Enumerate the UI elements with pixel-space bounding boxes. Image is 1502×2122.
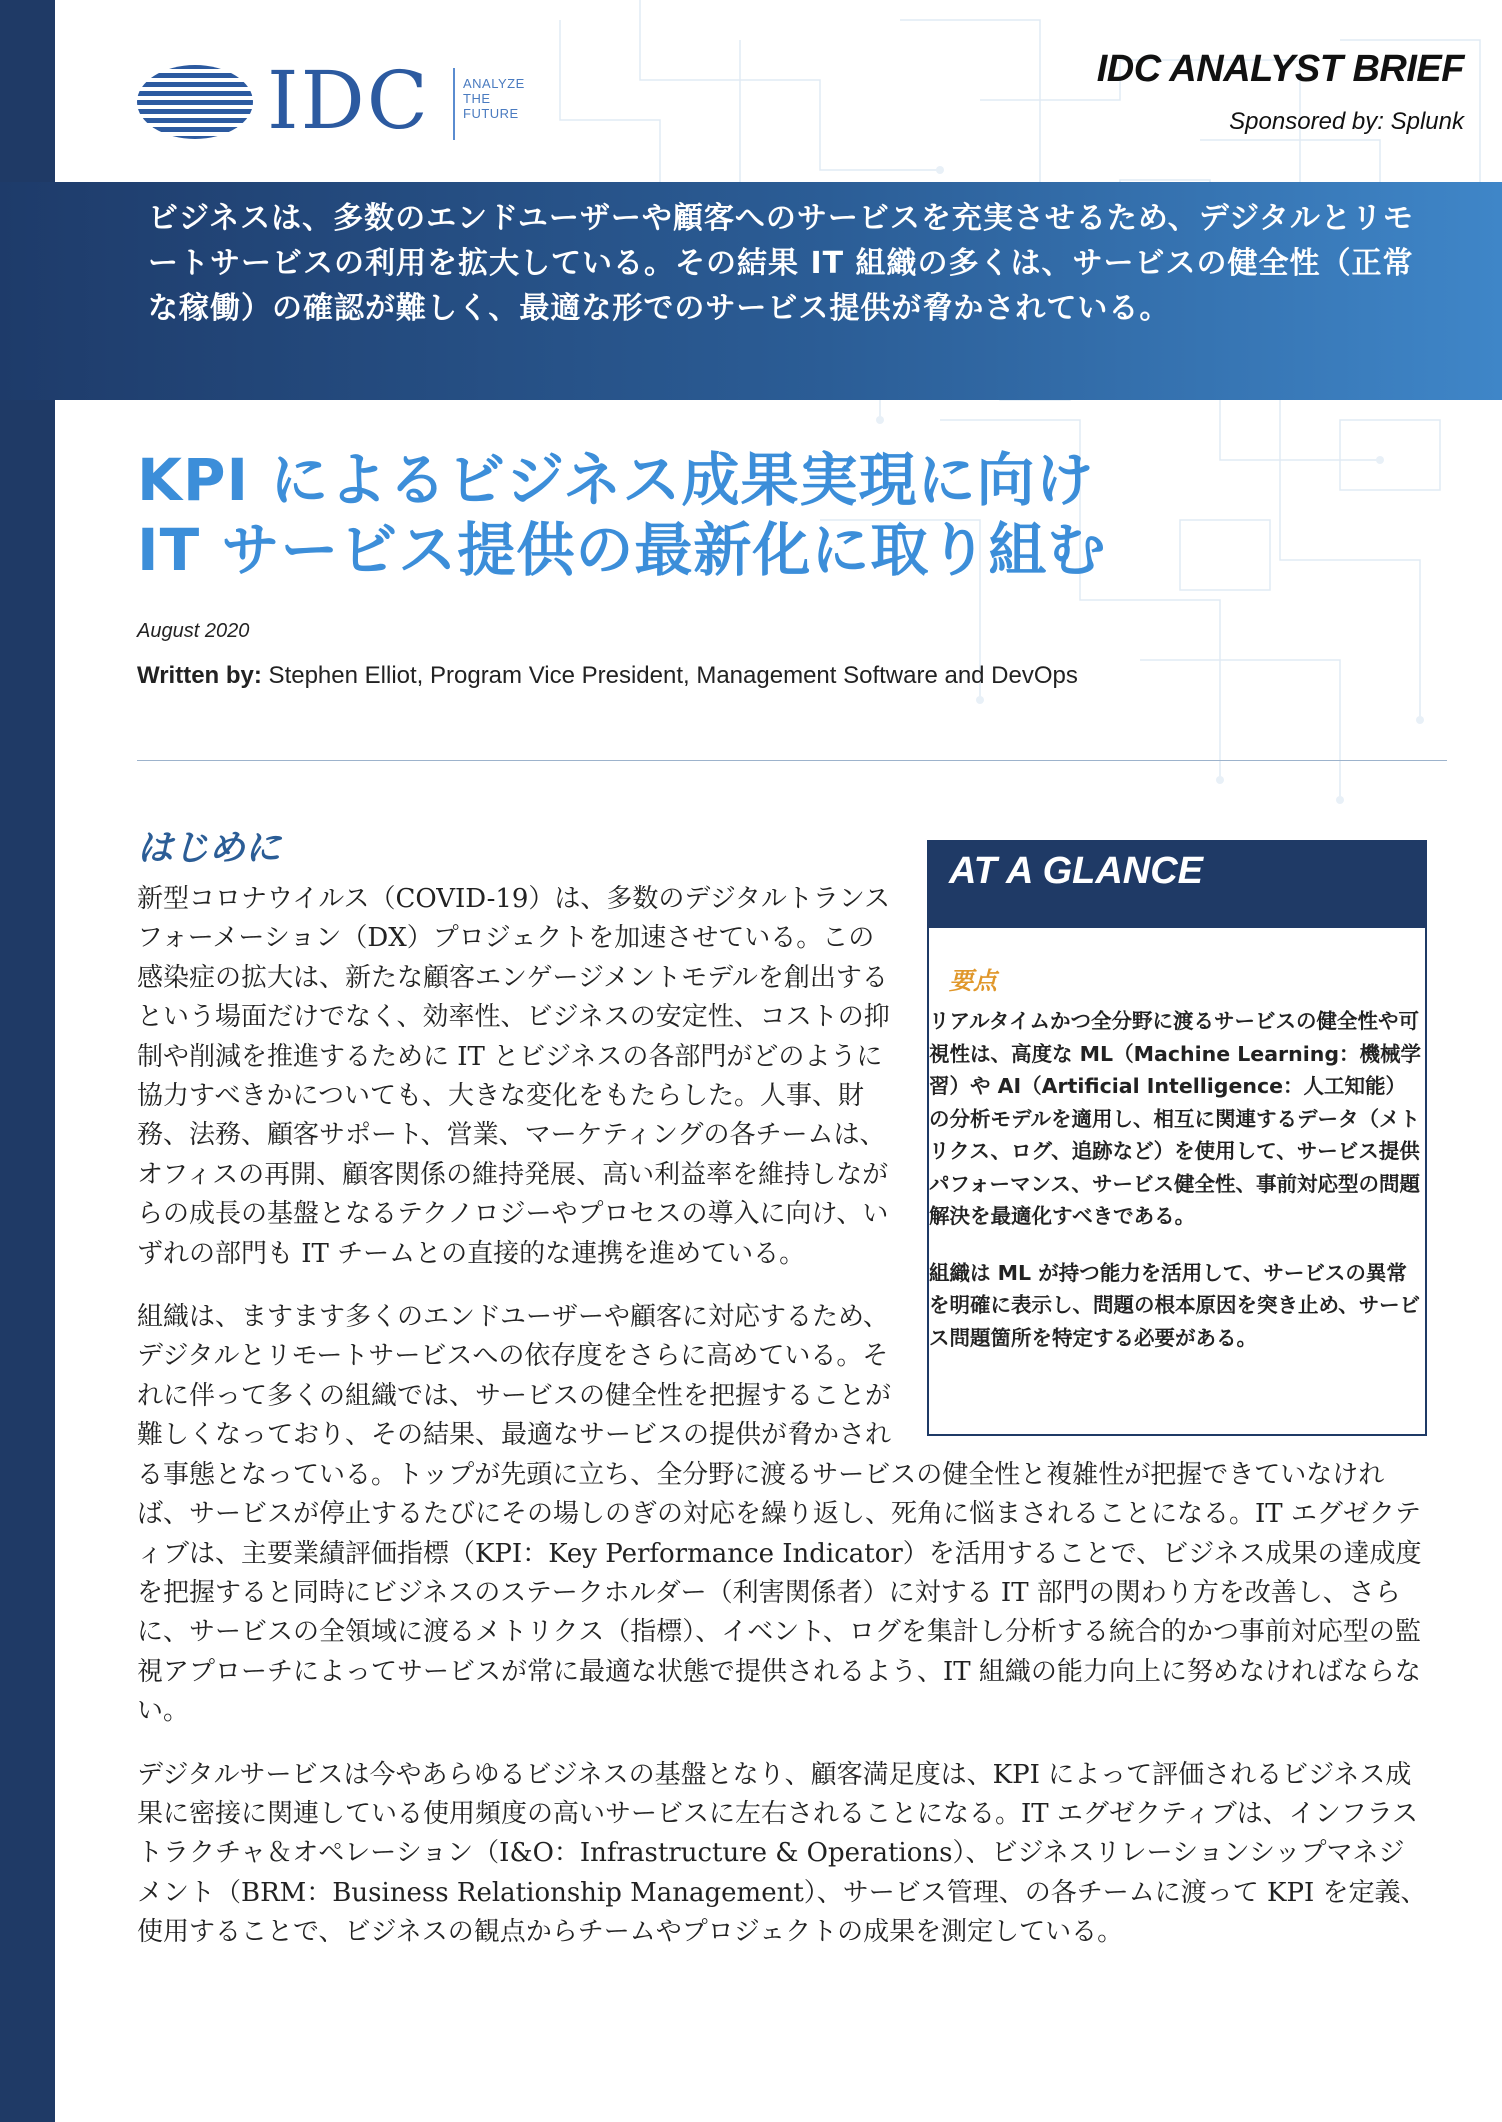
logo-wordmark: IDC (267, 54, 430, 147)
idc-globe-stripes-icon (135, 64, 255, 140)
glance-paragraph-1: リアルタイムかつ全分野に渡るサービスの健全性や可視性は、高度な ML（Machine Learning：機械学習）や AI（Artificial Intelligence：人工知能）の分析モデルを適用し、相互に関連するデータ（メトリクス、ログ、追跡など）を使用して、サービス提供パフォーマンス、サービス健全性、事前対応型の問題解決を最適化すべきである。 (929, 1009, 1422, 1229)
page-title (137, 445, 1387, 585)
glance-title: AT A GLANCE (929, 842, 1425, 928)
intro-heading: はじめに (137, 828, 282, 869)
title-line-2: IT サービス提供の最新化に取り組む (137, 516, 1107, 584)
intro-body (137, 850, 1427, 1977)
header-rule (137, 760, 1447, 761)
title-line-1: KPI によるビジネス成果実現に向け (137, 446, 1095, 514)
logo-divider (453, 68, 455, 140)
idc-logo (135, 54, 575, 148)
intro-paragraph-2: 組織は、ますます多くのエンドユーザーや顧客に対応するため、デジタルとリモートサービスへの依存度をさらに高めている。それに伴って多くの組織では、サービスの健全性を把握することが難しくなっており、その結果、最適なサービスの提供が脅かされる事態となっている。トップが先頭に立ち、全分野に渡るサービスの健全性と複雑性が把握できていなければ、サービスが停止するたびにその場しのぎの対応を繰り返し、死角に悩まされることになる。IT エグゼクティブは、主要業績評価指標（KPI：Key Performance Indicator）を活用することで、ビジネス成果の達成度を把握すると同時にビジネスのステークホルダー（利害関係者）に対する IT 部門の関わり方を改善し、さらに、サービスの全領域に渡るメトリクス（指標）、イベント、ログを集計し分析する統合的かつ事前対応型の監視アプローチによってサービスが常に最適な状態で提供されるよう、IT 組織の能力向上に努めなければならない。 (137, 1302, 1422, 1727)
glance-subheading: 要点 (949, 967, 997, 995)
publication-date: August 2020 (137, 620, 250, 642)
tagline-line: FUTURE (463, 106, 519, 121)
intro-paragraph-1: 新型コロナウイルス（COVID-19）は、多数のデジタルトランスフォーメーション（DX）プロジェクトを加速させている。この感染症の拡大は、新たな顧客エンゲージメントモデルを創出するという場面だけでなく、効率性、ビジネスの安定性、コストの抑制や削減を推進するために IT とビジネスの各部門がどのように協力すべきかについても、大きな変化をもたらした。人事、財務、法務、顧客サポート、営業、マーケティングの各チームは、オフィスの再開、顧客関係の維持発展、高い利益率を維持しながらの成長の基盤となるテクノロジーやプロセスの導入に向け、いずれの部門も IT チームとの直接的な連携を進めている。 (137, 884, 891, 1269)
author-text: Stephen Elliot, Program Vice President, Management Software and DevOps (261, 662, 1078, 689)
glance-paragraph-2: 組織は ML が持つ能力を活用して、サービスの異常を明確に表示し、問題の根本原因を突き止め、サービス問題箇所を特定する必要がある。 (929, 1260, 1421, 1350)
logo-tagline (463, 76, 525, 121)
author-label: Written by: (137, 662, 262, 689)
brief-label: IDC ANALYST BRIEF (1096, 48, 1464, 90)
sponsor-line: Sponsored by: Splunk (1229, 108, 1464, 135)
author-line (137, 662, 1078, 690)
tagline-line: THE (463, 91, 491, 106)
tagline-line: ANALYZE (463, 76, 525, 91)
summary-banner (0, 182, 1502, 400)
intro-paragraph-3: デジタルサービスは今やあらゆるビジネスの基盤となり、顧客満足度は、KPI によって評価されるビジネス成果に密接に関連している使用頻度の高いサービスに左右されることになる。IT エグゼクティブは、インフラストラクチャ＆オペレーション（I&O：Infrastructure & Operations）、ビジネスリレーションシップマネジメント（BRM：Business Relationship Management）、サービス管理、の各チームに渡って KPI を定義、使用することで、ビジネスの観点からチームやプロジェクトの成果を測定している。 (137, 1759, 1427, 1948)
banner-text: ビジネスは、多数のエンドユーザーや顧客へのサービスを充実させるため、デジタルとリモートサービスの利用を拡大している。その結果 IT 組織の多くは、サービスの健全性（正常な稼働）の確認が難しく、最適な形でのサービス提供が脅かされている。 (148, 201, 1414, 326)
at-a-glance-box (927, 840, 1427, 1436)
